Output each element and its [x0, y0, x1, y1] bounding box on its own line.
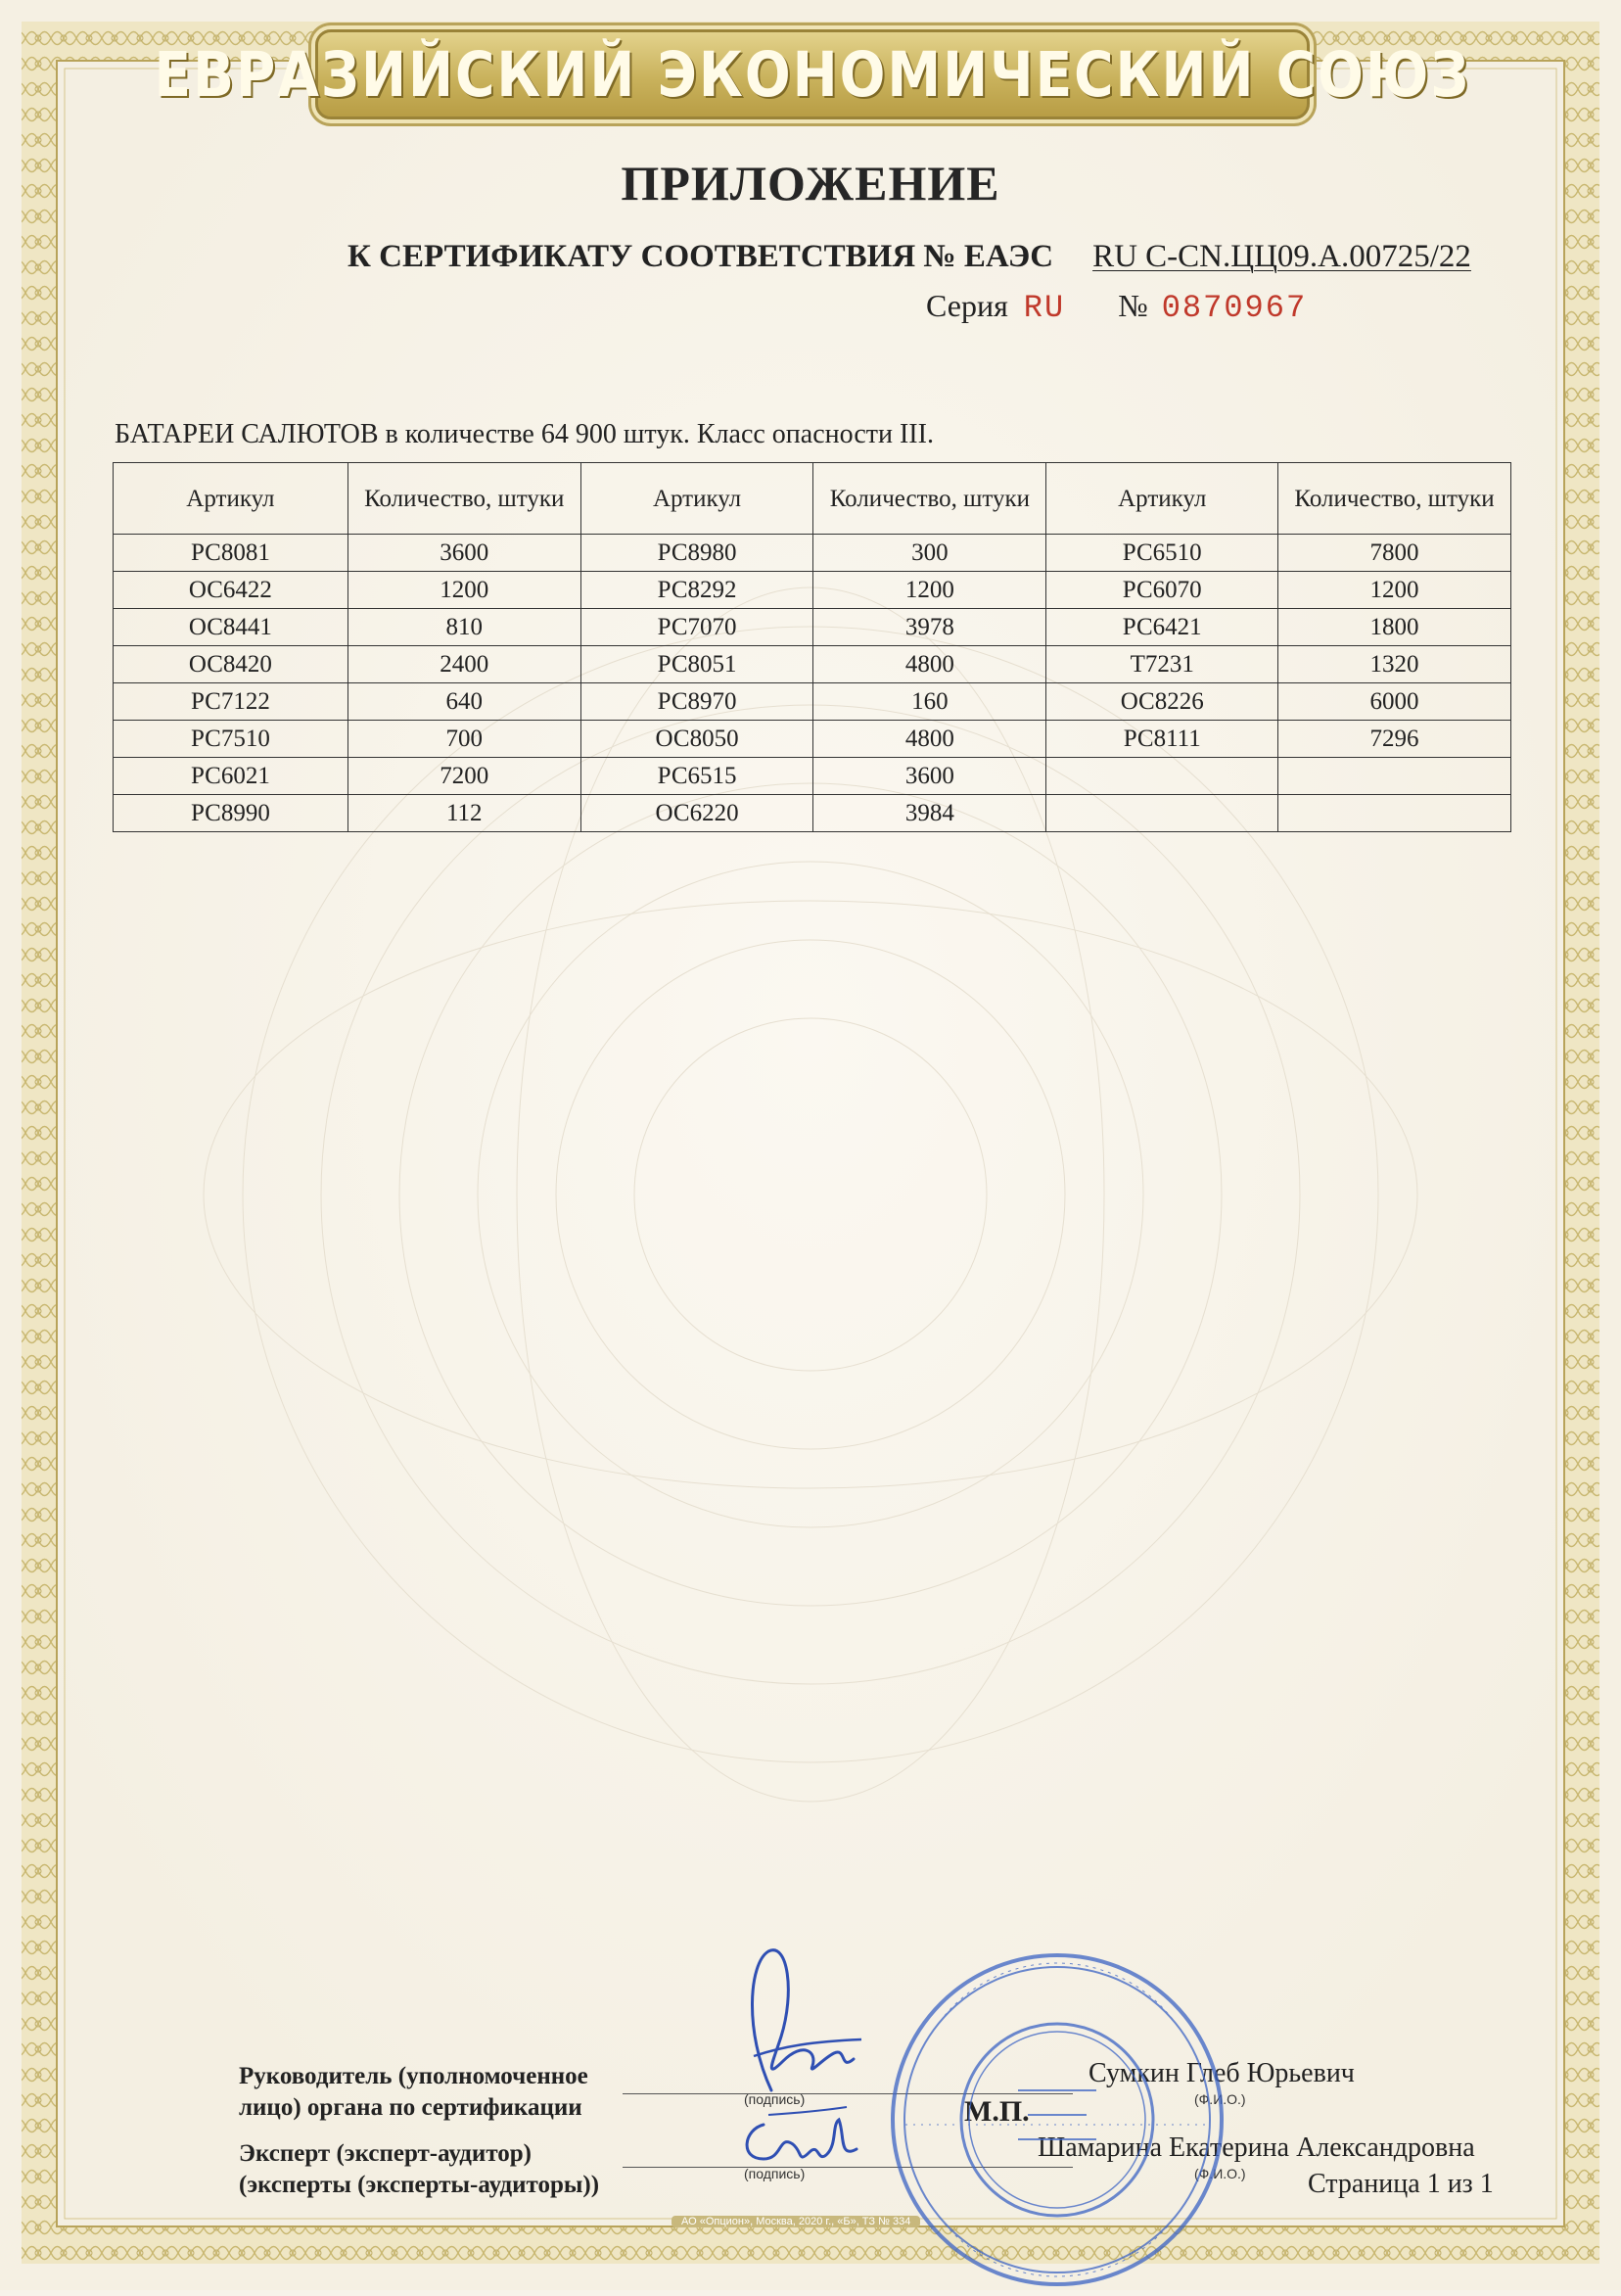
table-cell: 2400: [347, 646, 580, 683]
table-cell: 700: [347, 721, 580, 758]
table-cell: РС8970: [580, 683, 813, 721]
table-cell: [1046, 758, 1278, 795]
expert-label-line-1: Эксперт (эксперт-аудитор): [239, 2140, 533, 2167]
table-cell: РС7070: [580, 609, 813, 646]
table-cell: 7296: [1278, 721, 1511, 758]
header-quantity: Количество, штуки: [347, 463, 580, 535]
table-row: [114, 572, 1511, 609]
table-cell: ОС6220: [580, 795, 813, 832]
table-row: [114, 758, 1511, 795]
table-cell: РС8990: [114, 795, 348, 832]
table-cell: 112: [347, 795, 580, 832]
header-article: Артикул: [114, 463, 348, 535]
table-cell: 810: [347, 609, 580, 646]
table-cell: РС7510: [114, 721, 348, 758]
table-cell: РС6021: [114, 758, 348, 795]
printer-imprint: АО «Опцион», Москва, 2020 г., «Б», ТЗ № 334: [672, 2216, 920, 2227]
expert-signature: [729, 2105, 876, 2179]
stamp-place-label: М.П.: [964, 2095, 1030, 2128]
header-quantity: Количество, штуки: [1278, 463, 1511, 535]
table-cell: 1320: [1278, 646, 1511, 683]
table-row: [114, 683, 1511, 721]
head-label: [239, 2061, 588, 2124]
table-cell: [1046, 795, 1278, 832]
eaeu-banner: [154, 29, 1471, 119]
table-cell: 4800: [813, 646, 1046, 683]
table-cell: 3984: [813, 795, 1046, 832]
table-cell: РС6070: [1046, 572, 1278, 609]
certification-stamp: [881, 1944, 1233, 2296]
head-signature-caption: (подпись): [744, 2091, 806, 2107]
table-cell: 1200: [813, 572, 1046, 609]
head-signature: [724, 1944, 891, 2105]
head-fio-caption: (Ф.И.О.): [1194, 2091, 1246, 2107]
number-label: №: [1118, 288, 1148, 323]
table-cell: 160: [813, 683, 1046, 721]
table-cell: [1278, 795, 1511, 832]
table-cell: РС8081: [114, 535, 348, 572]
table-cell: [1278, 758, 1511, 795]
table-cell: 1800: [1278, 609, 1511, 646]
header-article: Артикул: [580, 463, 813, 535]
table-cell: ОС8050: [580, 721, 813, 758]
table-cell: Т7231: [1046, 646, 1278, 683]
table-cell: 7800: [1278, 535, 1511, 572]
table-cell: РС6421: [1046, 609, 1278, 646]
head-label-line-2: лицо) органа по сертификации: [239, 2094, 582, 2121]
certificate-line: [347, 239, 1471, 275]
table-cell: ОС8226: [1046, 683, 1278, 721]
table-cell: РС8292: [580, 572, 813, 609]
head-label-line-1: Руководитель (уполномоченное: [239, 2063, 588, 2089]
table-cell: ОС8441: [114, 609, 348, 646]
banner-text: ЕВРАЗИЙСКИЙ ЭКОНОМИЧЕСКИЙ СОЮЗ: [154, 38, 1471, 111]
table-row: [114, 609, 1511, 646]
table-cell: 7200: [347, 758, 580, 795]
table-cell: ОС6422: [114, 572, 348, 609]
table-cell: РС8051: [580, 646, 813, 683]
table-cell: РС8111: [1046, 721, 1278, 758]
head-name: Сумкин Глеб Юрьевич: [1088, 2058, 1355, 2088]
table-cell: 3978: [813, 609, 1046, 646]
expert-fio-caption: (Ф.И.О.): [1194, 2166, 1246, 2181]
table-cell: РС7122: [114, 683, 348, 721]
table-cell: 300: [813, 535, 1046, 572]
header-article: Артикул: [1046, 463, 1278, 535]
table-cell: 1200: [347, 572, 580, 609]
table-cell: 4800: [813, 721, 1046, 758]
serial-number: 0870967: [1161, 290, 1308, 326]
table-cell: 1200: [1278, 572, 1511, 609]
header-quantity: Количество, штуки: [813, 463, 1046, 535]
table-cell: РС8980: [580, 535, 813, 572]
table-cell: 640: [347, 683, 580, 721]
table-header-row: [114, 463, 1511, 535]
table-cell: 6000: [1278, 683, 1511, 721]
table-cell: РС6510: [1046, 535, 1278, 572]
series-value: RU: [1023, 290, 1066, 326]
page-number: Страница 1 из 1: [1308, 2169, 1494, 2199]
table-row: [114, 535, 1511, 572]
table-cell: 3600: [813, 758, 1046, 795]
expert-label-line-2: (эксперты (эксперты-аудиторы)): [239, 2172, 600, 2198]
series-line: [926, 288, 1307, 326]
certificate-number: RU C-CN.ЦЦ09.А.00725/22: [1092, 239, 1471, 274]
certificate-label: К СЕРТИФИКАТУ СООТВЕТСТВИЯ № ЕАЭС: [347, 239, 1054, 274]
table-row: [114, 721, 1511, 758]
page-title: ПРИЛОЖЕНИЕ: [621, 156, 1000, 211]
series-label: Серия: [926, 288, 1008, 323]
expert-label: [239, 2138, 599, 2201]
expert-signature-caption: (подпись): [744, 2166, 806, 2181]
table-row: [114, 795, 1511, 832]
expert-name: Шамарина Екатерина Александровна: [1038, 2132, 1475, 2163]
items-table: [113, 462, 1511, 832]
table-cell: 3600: [347, 535, 580, 572]
table-cell: ОС8420: [114, 646, 348, 683]
table-row: [114, 646, 1511, 683]
table-cell: РС6515: [580, 758, 813, 795]
product-description: БАТАРЕИ САЛЮТОВ в количестве 64 900 штук. Класс опасности III.: [115, 419, 934, 449]
